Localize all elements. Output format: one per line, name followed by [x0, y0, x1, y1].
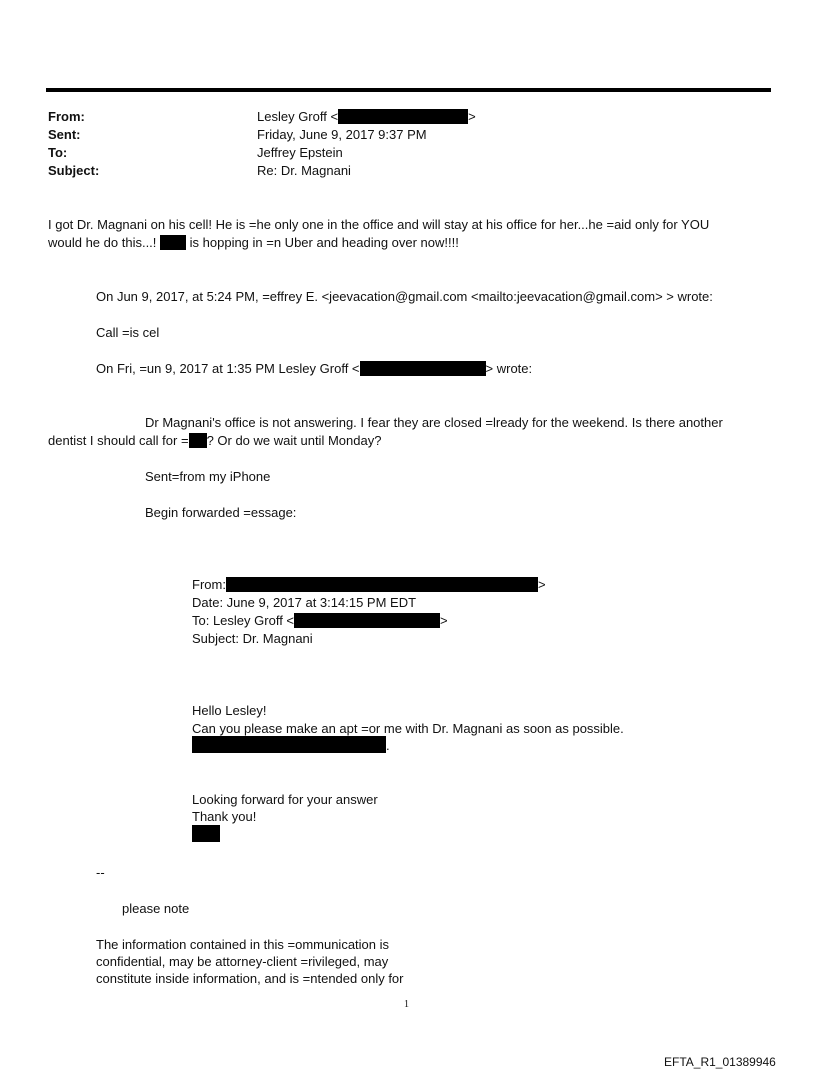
quote-header-2	[96, 360, 532, 377]
quote-header-1: On Jun 9, 2017, at 5:24 PM, =effrey E. <jeevacation@gmail.com <mailto:jeevacation@gmail.com> > wrote:	[96, 289, 713, 304]
fwd-to-close: >	[440, 613, 448, 628]
from-value	[257, 108, 476, 125]
thank-you-line: Thank you!	[192, 809, 257, 824]
para1-line2a: dentist I should call for =	[48, 433, 189, 448]
fwd-subject-line: Subject: Dr. Magnani	[192, 631, 313, 646]
please-note-line: please note	[122, 901, 190, 916]
redaction-block	[160, 235, 186, 250]
signature-dash: --	[96, 865, 105, 880]
disclaimer-line-3: constitute inside information, and is =ntended only for	[96, 971, 404, 986]
disclaimer-line-1: The information contained in this =ommunication is	[96, 937, 390, 952]
body-line-2a: would he do this...!	[48, 235, 157, 250]
from-name: Lesley Groff <	[257, 109, 339, 124]
fwd-to-line	[192, 612, 448, 629]
redaction-block	[226, 577, 538, 592]
redaction-block	[294, 613, 440, 628]
to-label: To:	[48, 145, 68, 160]
redaction-block	[338, 109, 468, 124]
fwd-to-label: To: Lesley Groff <	[192, 613, 295, 628]
to-value: Jeffrey Epstein	[257, 145, 343, 160]
redaction-block	[192, 736, 386, 753]
from-close: >	[468, 109, 476, 124]
redaction-block	[360, 361, 486, 376]
redaction-block	[192, 825, 220, 842]
header-rule	[46, 88, 771, 92]
body-line-2	[48, 234, 459, 251]
fwd-from-close: >	[537, 577, 546, 592]
subject-value: Re: Dr. Magnani	[257, 163, 351, 178]
para1-line1: Dr Magnani's office is not answering. I fear they are closed =lready for the weekend. Is there another	[145, 415, 723, 430]
redacted-line	[192, 736, 390, 754]
fwd-from-line	[192, 576, 546, 593]
sent-value: Friday, June 9, 2017 9:37 PM	[257, 127, 427, 142]
redaction-block	[189, 433, 207, 448]
fwd-from-label: From:	[192, 577, 226, 592]
redacted-line-period: .	[386, 738, 390, 753]
sent-from-line: Sent=from my iPhone	[145, 469, 271, 484]
document-id: EFTA_R1_01389946	[664, 1055, 776, 1069]
fwd-date-line: Date: June 9, 2017 at 3:14:15 PM EDT	[192, 595, 417, 610]
para1-line2c: ? Or do we wait until Monday?	[206, 433, 382, 448]
from-label: From:	[48, 109, 85, 124]
hello-line: Hello Lesley!	[192, 703, 267, 718]
request-line: Can you please make an apt =or me with Dr. Magnani as soon as possible.	[192, 721, 624, 736]
call-line: Call =is cel	[96, 325, 160, 340]
begin-forwarded-line: Begin forwarded =essage:	[145, 505, 297, 520]
body-line-2b: is hopping in =n Uber and heading over now!!!!	[186, 235, 459, 250]
para1-line2	[48, 432, 381, 449]
subject-label: Subject:	[48, 163, 100, 178]
looking-forward-line: Looking forward for your answer	[192, 792, 378, 807]
sent-label: Sent:	[48, 127, 81, 142]
quote-header-2a: On Fri, =un 9, 2017 at 1:35 PM Lesley Groff <	[96, 361, 360, 376]
quote-header-2b: > wrote:	[485, 361, 533, 376]
disclaimer-line-2: confidential, may be attorney-client =rivileged, may	[96, 954, 389, 969]
page-number: 1	[404, 999, 409, 1010]
signature-redaction	[192, 825, 220, 843]
body-line-1: I got Dr. Magnani on his cell! He is =he only one in the office and will stay at his office for her...he =aid only for YOU	[48, 217, 710, 232]
